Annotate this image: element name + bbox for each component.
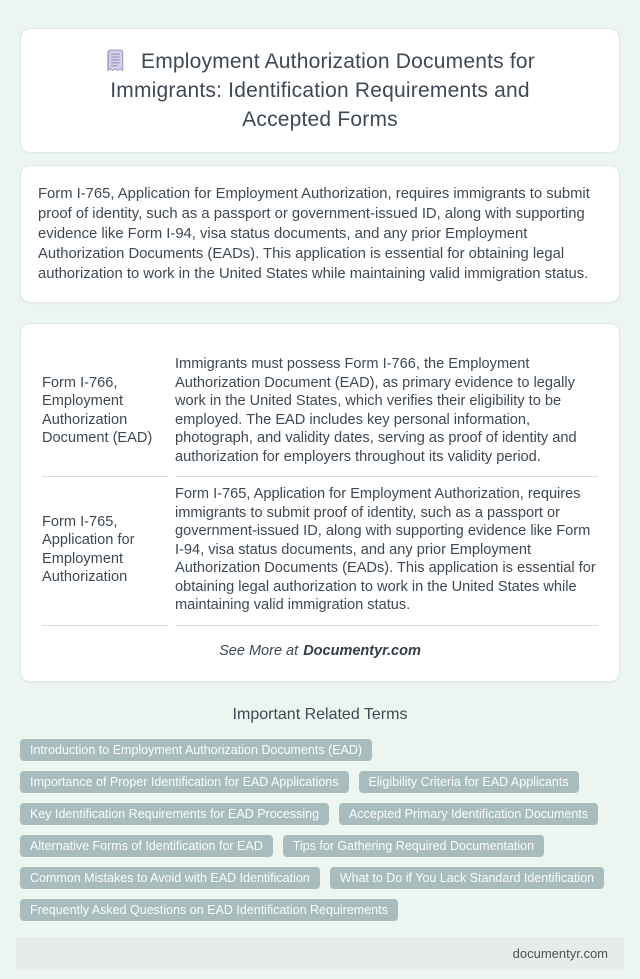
related-term-tag[interactable]: Tips for Gathering Required Documentation (283, 835, 544, 857)
see-more-line (35, 643, 605, 659)
footer (16, 937, 624, 970)
intro-card (20, 165, 620, 303)
related-term-tag[interactable]: Alternative Forms of Identification for EAD (20, 835, 273, 857)
related-term-tag[interactable]: Eligibility Criteria for EAD Applicants (359, 771, 579, 793)
definitions-table (35, 342, 605, 626)
related-terms-heading: Important Related Terms (232, 705, 408, 723)
table-row (42, 477, 598, 626)
page-title (70, 47, 570, 134)
see-more-brand-link[interactable]: Documentyr.com (303, 642, 421, 659)
related-term-tag[interactable]: Importance of Proper Identification for EAD Applications (20, 771, 349, 793)
definition-cell: Form I-765, Application for Employment Authorization, requires immigrants to submit proof of identity, such as a passport or government-issued ID, along with supporting evidence like Form I-94, visa status documents, and any prior Employment Authorization Documents (EADs). This application is essential for obtaining legal authorization to work in the United States while maintaining valid immigration status. (175, 477, 598, 626)
receipt-icon (105, 49, 126, 72)
related-term-tag[interactable]: Key Identification Requirements for EAD Processing (20, 803, 329, 825)
table-row (42, 342, 598, 477)
see-more-prefix: See More at (219, 642, 299, 659)
related-term-tag[interactable]: Frequently Asked Questions on EAD Identification Requirements (20, 899, 398, 921)
definitions-card (20, 323, 620, 682)
intro-paragraph: Form I-765, Application for Employment Authorization, requires immigrants to submit proof of identity, such as a passport or government-issued ID, along with supporting evidence like Form I-94, visa status documents, and any prior Employment Authorization Documents (EADs). This application is essential for obtaining legal authorization to work in the United States while maintaining valid immigration status. (38, 186, 590, 282)
definition-cell: Immigrants must possess Form I-766, the Employment Authorization Document (EAD), as primary evidence to legally work in the United States, which verifies their eligibility to be employed. The EAD includes key personal information, photograph, and validity dates, serving as proof of identity and authorization for employers throughout its validity period. (175, 342, 598, 477)
related-term-tag[interactable]: Common Mistakes to Avoid with EAD Identification (20, 867, 320, 889)
footer-site-link[interactable]: documentyr.com (512, 945, 608, 961)
term-cell: Form I-765, Application for Employment Authorization (42, 477, 168, 626)
related-term-tag[interactable]: Accepted Primary Identification Documents (339, 803, 598, 825)
related-term-tag[interactable]: Introduction to Employment Authorization Documents (EAD) (20, 739, 372, 761)
related-term-tag[interactable]: What to Do if You Lack Standard Identification (330, 867, 604, 889)
page-title-text: Employment Authorization Documents for Immigrants: Identification Requirements and Accepted Forms (110, 50, 535, 131)
term-cell: Form I-766, Employment Authorization Document (EAD) (42, 342, 168, 477)
related-terms-list (20, 739, 620, 921)
title-card (20, 28, 620, 153)
